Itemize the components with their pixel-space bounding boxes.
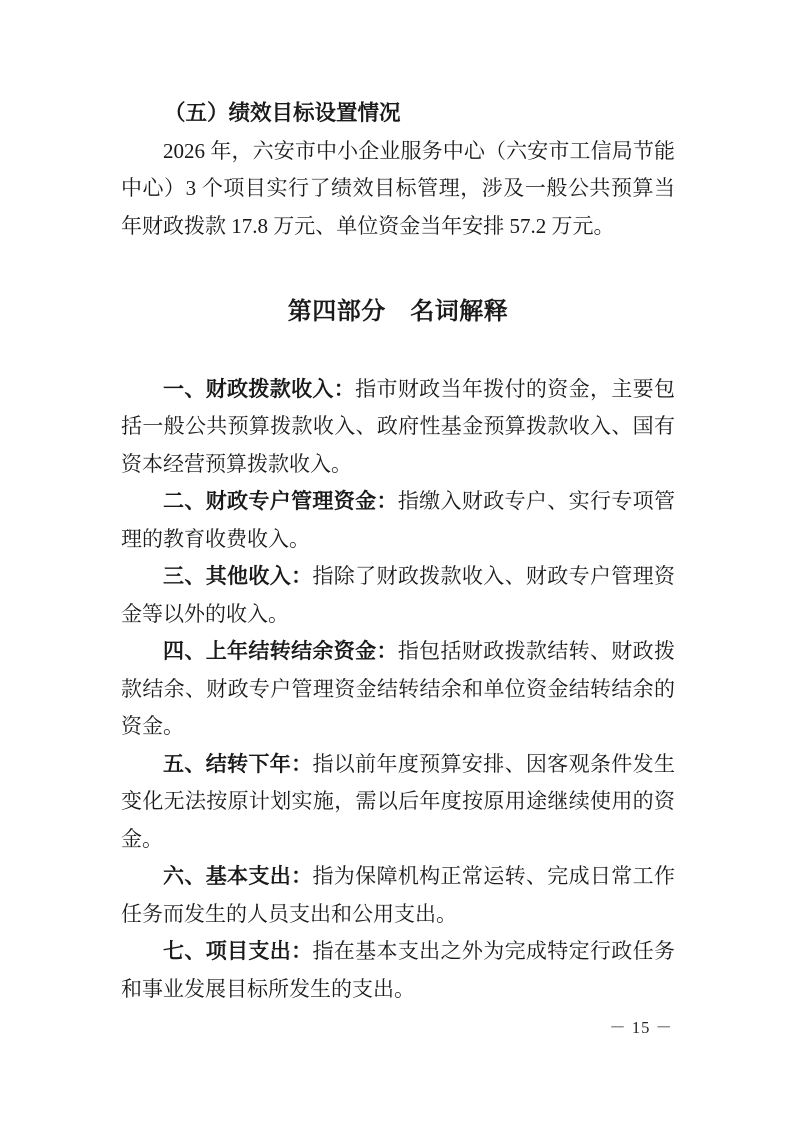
performance-targets-heading: （五）绩效目标设置情况 (164, 101, 401, 125)
term-label: 二、财政专户管理资金： (163, 490, 398, 513)
term-paragraph-fiscal-appropriation-income (121, 371, 675, 484)
term-definition: 指在基本支出之外为完成特定行政任务和事业发展目标所发生的支出。 (121, 939, 676, 1001)
term-paragraph-basic-expenditure (121, 858, 675, 933)
term-paragraph-other-income (121, 558, 675, 633)
term-paragraph-project-expenditure (121, 933, 675, 1008)
term-definition: 指以前年度预算安排、因客观条件发生变化无法按原计划实施，需以后年度按原用途继续使用的资金。 (121, 751, 676, 851)
term-label: 四、上年结转结余资金： (163, 640, 398, 663)
term-paragraph-carryover-to-next-year (121, 746, 675, 859)
term-definition: 指缴入财政专户、实行专项管理的教育收费收入。 (121, 489, 676, 551)
term-label: 五、结转下年： (163, 752, 313, 776)
performance-targets-paragraph: 2026 年，六安市中小企业服务中心（六安市工信局节能中心）3 个项目实行了绩效目标管理，涉及一般公共预算当年财政拨款 17.8 万元、单位资金当年安排 57.2 万元。 (121, 138, 675, 238)
term-definition: 指为保障机构正常运转、完成日常工作任务而发生的人员支出和公用支出。 (121, 864, 676, 926)
term-label: 三、其他收入： (163, 565, 313, 588)
term-paragraph-fiscal-special-account-funds (121, 483, 675, 558)
part4-title: 第四部分 名词解释 (287, 298, 509, 325)
term-definition: 指除了财政拨款收入、财政专户管理资金等以外的收入。 (121, 564, 676, 626)
page-number: － 15 － (609, 1018, 673, 1037)
term-label: 七、项目支出： (163, 940, 313, 963)
term-label: 一、财政拨款收入： (163, 377, 356, 401)
term-definition: 指包括财政拨款结转、财政拨款结余、财政专户管理资金结转结余和单位资金结转结余的资金。 (121, 639, 676, 738)
term-definition: 指市财政当年拨付的资金，主要包括一般公共预算拨款收入、政府性基金预算拨款收入、国有资本经营预算拨款收入。 (121, 376, 676, 476)
term-label: 六、基本支出： (163, 865, 313, 888)
term-paragraph-carryover-surplus-funds (121, 633, 675, 746)
